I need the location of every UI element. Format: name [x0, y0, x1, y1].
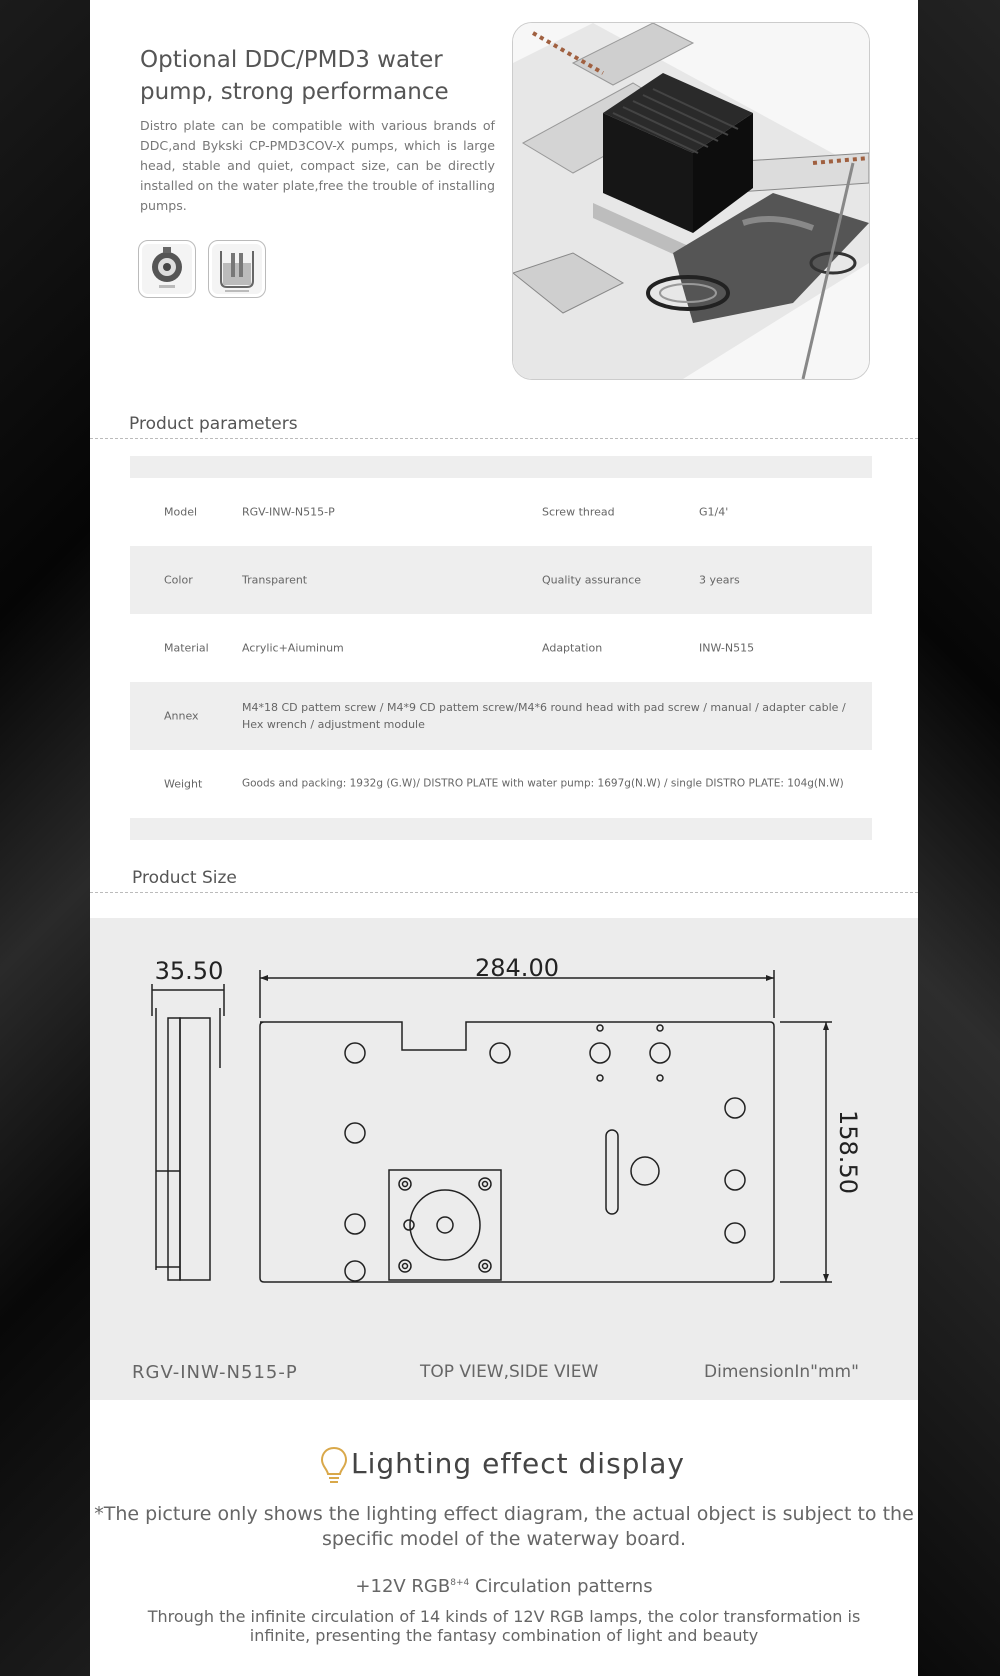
circulation-heading: [90, 1576, 918, 1597]
params-table: [130, 456, 872, 840]
model-caption: RGV-INW-N515-P: [132, 1362, 298, 1383]
top-view: [260, 970, 832, 1282]
dimension-drawing: [90, 918, 918, 1400]
table-top-band: [130, 456, 872, 478]
row-value: Acrylic+Aiuminum: [242, 641, 344, 655]
circulation-main: +12V RGB: [355, 1576, 451, 1597]
size-heading-bar: [90, 858, 918, 893]
size-heading: Product Size: [132, 868, 237, 888]
view-caption: TOP VIEW,SIDE VIEW: [420, 1362, 599, 1382]
row-value: M4*18 CD pattem screw / M4*9 CD pattem screw/M4*6 round head with pad screw / manual / adapter cable / Hex wrench / adjustment module: [242, 701, 846, 731]
left-dark-background: [0, 0, 90, 1676]
thickness-dim-label: 35.50: [154, 957, 224, 985]
pump-icons: [138, 240, 266, 298]
right-dark-background: [918, 0, 1000, 1676]
row-value: 3 years: [699, 573, 740, 587]
coolant-liquid-icon: [208, 240, 266, 298]
pump-icon: [138, 240, 196, 298]
row-key: Quality assurance: [542, 573, 642, 587]
row-key: Adaptation: [542, 641, 603, 655]
row-value: Transparent: [242, 573, 308, 587]
table-bottom-band: [130, 818, 872, 840]
side-view: [152, 984, 224, 1280]
table-row: [130, 478, 872, 546]
row-key: Color: [164, 573, 193, 587]
pump-title: Optional DDC/PMD3 water pump, strong performance: [140, 47, 449, 105]
row-value: INW-N515: [699, 641, 755, 655]
params-heading-bar: [90, 406, 918, 439]
circulation-description: Through the infinite circulation of 14 kinds of 12V RGB lamps, the color transformation is infinite, presenting the fantasy combination of light and beauty: [147, 1607, 861, 1645]
row-value: RGV-INW-N515-P: [242, 505, 335, 519]
pump-description: Distro plate can be compatible with various brands of DDC,and Bykski CP-PMD3COV-X pumps, which is large head, stable and quiet, compact size, can be directly installed on the water plate,free the trouble of installing pumps.: [140, 118, 495, 213]
row-key: Annex: [164, 709, 199, 723]
table-row: [130, 682, 872, 750]
table-row: [130, 750, 872, 818]
params-heading: Product parameters: [129, 414, 298, 434]
table-row: [130, 546, 872, 614]
pump-product-photo: [512, 22, 870, 380]
row-key: Screw thread: [542, 505, 615, 519]
product-page: [90, 0, 918, 1676]
width-dim-label: 284.00: [475, 954, 559, 982]
row-key: Material: [164, 641, 209, 655]
circulation-superscript: 8+4: [450, 1578, 470, 1588]
circulation-rest: Circulation patterns: [469, 1576, 653, 1597]
row-key: Model: [164, 505, 198, 519]
lighting-title: Lighting effect display: [351, 1447, 685, 1480]
table-row: [130, 614, 872, 682]
height-dim-label: 158.50: [834, 1110, 862, 1194]
lighting-note: *The picture only shows the lighting effect diagram, the actual object is subject to the specific model of the waterway board.: [94, 1503, 914, 1550]
row-value: G1/4': [699, 505, 729, 519]
row-value: Goods and packing: 1932g (G.W)/ DISTRO PLATE with water pump: 1697g(N.W) / single DISTRO PLATE: 104g(N.W): [242, 777, 844, 790]
unit-caption: DimensionIn"mm": [704, 1362, 859, 1382]
row-key: Weight: [164, 777, 203, 791]
